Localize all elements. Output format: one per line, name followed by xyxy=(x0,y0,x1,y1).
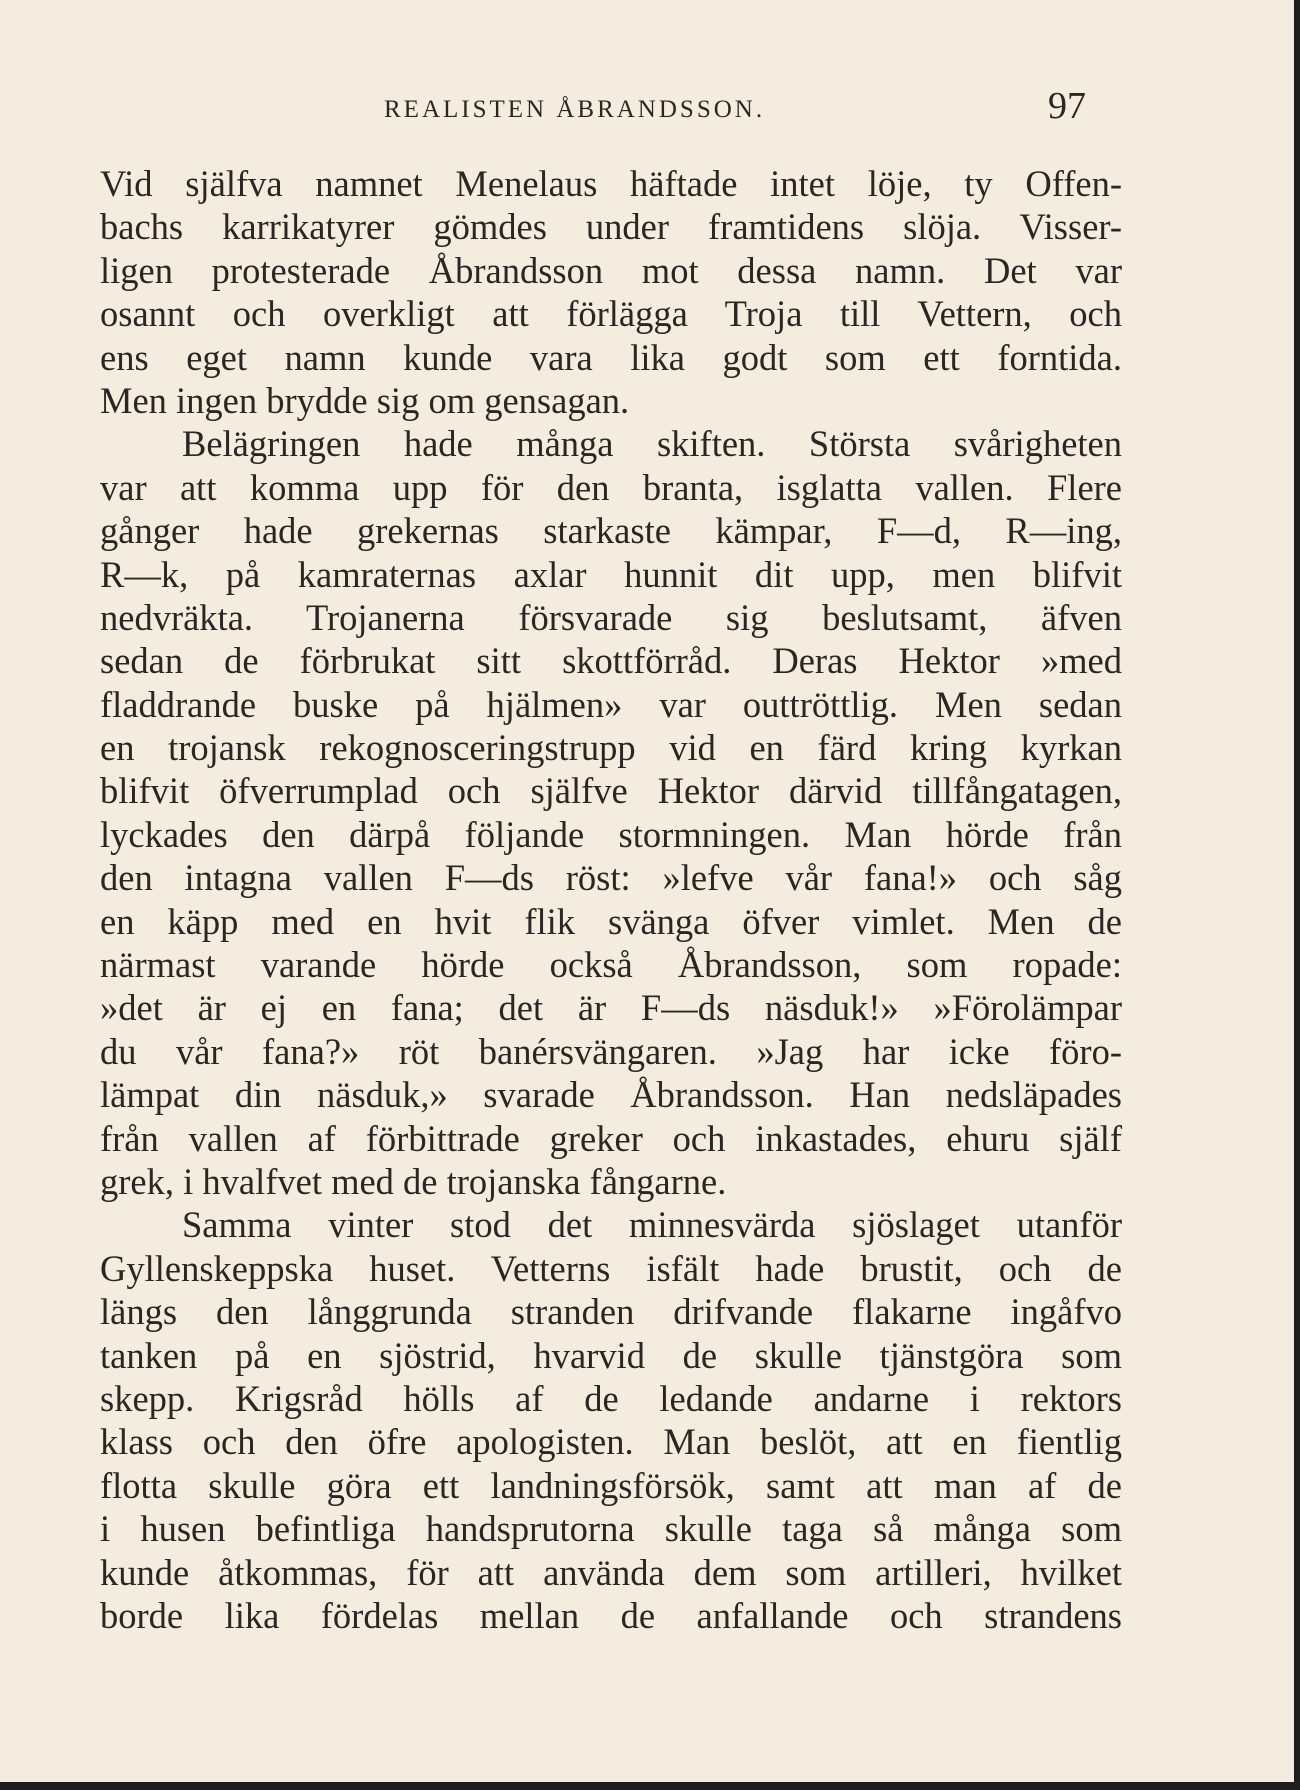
text-line: fladdrande buske på hjälmen» var outtröttlig. Men sedan xyxy=(100,683,1122,725)
text-line: Gyllenskeppska huset. Vetterns isfält hade brustit, och de xyxy=(100,1247,1122,1289)
text-line: nedvräkta. Trojanerna försvarade sig beslutsamt, äfven xyxy=(100,596,1122,638)
text-line: en käpp med en hvit flik svänga öfver vimlet. Men de xyxy=(100,900,1122,942)
text-line: osannt och overkligt att förlägga Troja till Vettern, och xyxy=(100,293,1122,335)
text-line: närmast varande hörde också Åbrandsson, som ropade: xyxy=(100,944,1122,986)
text-line: blifvit öfverrumplad och själfve Hektor därvid tillfångatagen, xyxy=(100,770,1122,812)
text-line: R—k, på kamraternas axlar hunnit dit upp, men blifvit xyxy=(100,553,1122,595)
text-line: bachs karrikatyrer gömdes under framtidens slöja. Visser- xyxy=(100,206,1122,248)
page-header xyxy=(100,84,1120,134)
page-number: 97 xyxy=(1048,85,1086,127)
text-line: en trojansk rekognosceringstrupp vid en färd kring kyrkan xyxy=(100,727,1122,769)
text-line: Vid själfva namnet Menelaus häftade intet löje, ty Offen- xyxy=(100,163,1122,204)
text-line: från vallen af förbittrade greker och inkastades, ehuru själf xyxy=(100,1117,1122,1159)
text-line: Men ingen brydde sig om gensagan. xyxy=(100,379,630,421)
text-line: »det är ej en fana; det är F—ds näsduk!» »Förolämpar xyxy=(100,987,1122,1029)
text-line: lämpat din näsduk,» svarade Åbrandsson. Han nedsläpades xyxy=(100,1074,1122,1116)
text-line: längs den långgrunda stranden drifvande flakarne ingåfvo xyxy=(100,1291,1122,1333)
text-line: grek, i hvalfvet med de trojanska fångarne. xyxy=(100,1160,727,1202)
body-text xyxy=(100,162,1122,1637)
paragraph-start: Belägringen hade många skiften. Största svårigheten xyxy=(182,423,1122,465)
text-line: kunde åtkommas, för att använda dem som artilleri, hvilket xyxy=(100,1551,1122,1593)
paragraph-start: Samma vinter stod det minnesvärda sjöslaget utanför xyxy=(182,1204,1122,1246)
text-line: sedan de förbrukat sitt skottförråd. Deras Hektor »med xyxy=(100,640,1122,682)
text-line: flotta skulle göra ett landningsförsök, samt att man af de xyxy=(100,1464,1122,1506)
text-line: lyckades den därpå följande stormningen. Man hörde från xyxy=(100,813,1122,855)
text-line: klass och den öfre apologisten. Man beslöt, att en fientlig xyxy=(100,1421,1122,1463)
text-line: i husen befintliga handsprutorna skulle taga så många som xyxy=(100,1508,1122,1550)
text-line: var att komma upp för den branta, isglatta vallen. Flere xyxy=(100,466,1122,508)
text-line: du vår fana?» röt banérsvängaren. »Jag har icke föro- xyxy=(100,1030,1122,1072)
text-line: ens eget namn kunde vara lika godt som ett forntida. xyxy=(100,336,1122,378)
running-head: REALISTEN ÅBRANDSSON. xyxy=(384,96,766,123)
text-line: gånger hade grekernas starkaste kämpar, F—d, R—ing, xyxy=(100,510,1122,552)
text-line: skepp. Krigsråd hölls af de ledande andarne i rektors xyxy=(100,1377,1122,1419)
text-line: borde lika fördelas mellan de anfallande och strandens xyxy=(100,1594,1122,1636)
text-line: den intagna vallen F—ds röst: »lefve vår fana!» och såg xyxy=(100,857,1122,899)
text-line: ligen protesterade Åbrandsson mot dessa namn. Det var xyxy=(100,249,1122,291)
text-line: tanken på en sjöstrid, hvarvid de skulle tjänstgöra som xyxy=(100,1334,1122,1376)
